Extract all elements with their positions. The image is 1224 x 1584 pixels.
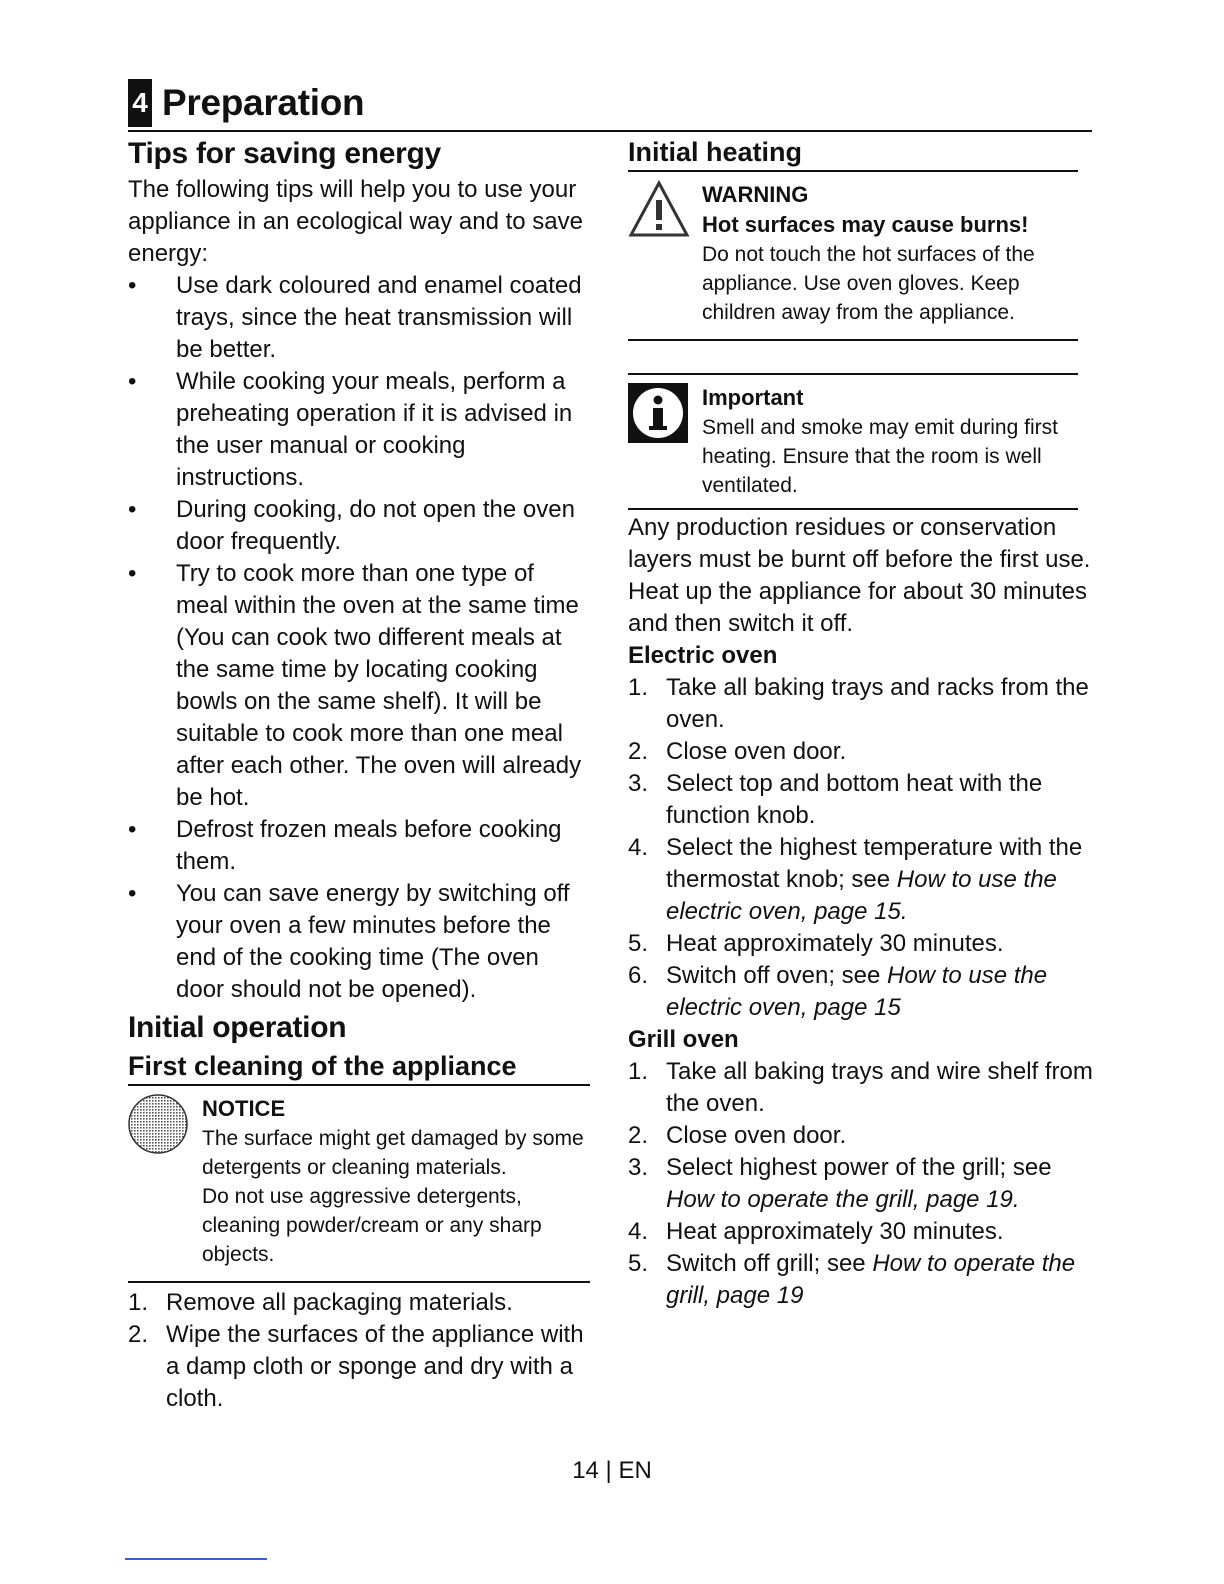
cross-reference: How to use the electric oven, page 15: [666, 962, 1048, 1021]
notice-divider: [128, 1281, 590, 1283]
warning-divider: [628, 339, 1078, 341]
list-item: 4. Select the highest temperature with the thermostat knob; see How to use the electric oven, page 15.: [628, 834, 1083, 925]
tips-list: [128, 270, 590, 1006]
list-item: 6. Switch off oven; see How to use the electric oven, page 15: [628, 962, 1048, 1021]
grill-oven-steps: [628, 1056, 1094, 1312]
list-item: 2. Close oven door.: [628, 738, 847, 765]
initial-operation-heading: Initial operation: [128, 1011, 347, 1044]
chapter-number: 4: [128, 79, 152, 127]
warning-title: WARNING: [702, 182, 809, 207]
list-item: • During cooking, do not open the oven door frequently.: [128, 494, 590, 558]
cleaning-steps: [128, 1287, 590, 1415]
list-item: • Use dark coloured and enamel coated trays, since the heat transmission will be better.: [128, 270, 590, 366]
warning-text: Do not touch the hot surfaces of the appliance. Use oven gloves. Keep children away from the appliance.: [702, 243, 1035, 324]
notice-icon: [128, 1094, 202, 1269]
page-footer: 14 | EN: [572, 1457, 652, 1484]
grill-oven-heading: Grill oven: [628, 1026, 739, 1053]
list-item: 4. Heat approximately 30 minutes.: [628, 1218, 1004, 1245]
important-box: [628, 375, 1078, 508]
chapter-header: [128, 78, 364, 128]
warning-subtitle: Hot surfaces may cause burns!: [702, 212, 1029, 237]
cross-reference: How to operate the grill, page 19.: [666, 1186, 1020, 1213]
notice-box: [128, 1086, 590, 1277]
list-item: 2. Close oven door.: [628, 1122, 847, 1149]
list-item: • Defrost frozen meals before cooking them.: [128, 814, 590, 878]
list-item: 3. Select top and bottom heat with the function knob.: [628, 770, 1043, 829]
list-item: • Try to cook more than one type of meal within the oven at the same time (You can cook two different meals at the same time by locating cooking bowls on the same shelf). It will be suitable to cook more than one meal after each other. The oven will already be hot.: [128, 558, 590, 814]
list-item: 5. Switch off grill; see How to operate the grill, page 19: [628, 1250, 1076, 1309]
list-item: • While cooking your meals, perform a preheating operation if it is advised in the user manual or cooking instructions.: [128, 366, 590, 494]
info-icon: [628, 383, 702, 500]
list-item: 1. Take all baking trays and wire shelf from the oven.: [628, 1058, 1093, 1117]
decorative-line: [125, 1558, 267, 1560]
electric-oven-steps: [628, 672, 1094, 1024]
cross-reference: How to operate the grill, page 19: [666, 1250, 1076, 1309]
list-item: 2. Wipe the surfaces of the appliance with a damp cloth or sponge and dry with a cloth.: [128, 1321, 584, 1412]
list-item: 1. Take all baking trays and racks from the oven.: [628, 674, 1089, 733]
notice-text-1: The surface might get damaged by some detergents or cleaning materials.: [202, 1127, 584, 1179]
warning-icon: [628, 180, 702, 327]
chapter-title: Preparation: [162, 82, 365, 123]
chapter-divider: [128, 130, 1092, 132]
important-title: Important: [702, 385, 804, 410]
important-text: Smell and smoke may emit during first heating. Ensure that the room is well ventilated.: [702, 416, 1058, 497]
important-bottom-divider: [628, 508, 1078, 510]
initial-heating-intro: Any production residues or conservation layers must be burnt off before the first use. Heat up the appliance for about 30 minutes and then switch it off.: [628, 514, 1091, 637]
list-item: 3. Select highest power of the grill; see How to operate the grill, page 19.: [628, 1154, 1052, 1213]
first-cleaning-heading: First cleaning of the appliance: [128, 1048, 590, 1086]
list-item: 5. Heat approximately 30 minutes.: [628, 930, 1004, 957]
warning-box: [628, 172, 1078, 335]
notice-text-2: Do not use aggressive detergents, cleaning powder/cream or any sharp objects.: [202, 1185, 542, 1266]
notice-title: NOTICE: [202, 1096, 286, 1121]
tips-intro: The following tips will help you to use your appliance in an ecological way and to save energy:: [128, 176, 583, 267]
list-item: 1. Remove all packaging materials.: [128, 1289, 513, 1316]
list-item: • You can save energy by switching off your oven a few minutes before the end of the cooking time (The oven door should not be opened).: [128, 878, 590, 1006]
right-column: [628, 134, 1094, 1312]
initial-heating-heading: Initial heating: [628, 134, 1078, 172]
electric-oven-heading: Electric oven: [628, 642, 778, 669]
tips-heading: Tips for saving energy: [128, 137, 441, 170]
left-column: [128, 134, 590, 1415]
cross-reference: How to use the electric oven, page 15.: [666, 866, 1057, 925]
